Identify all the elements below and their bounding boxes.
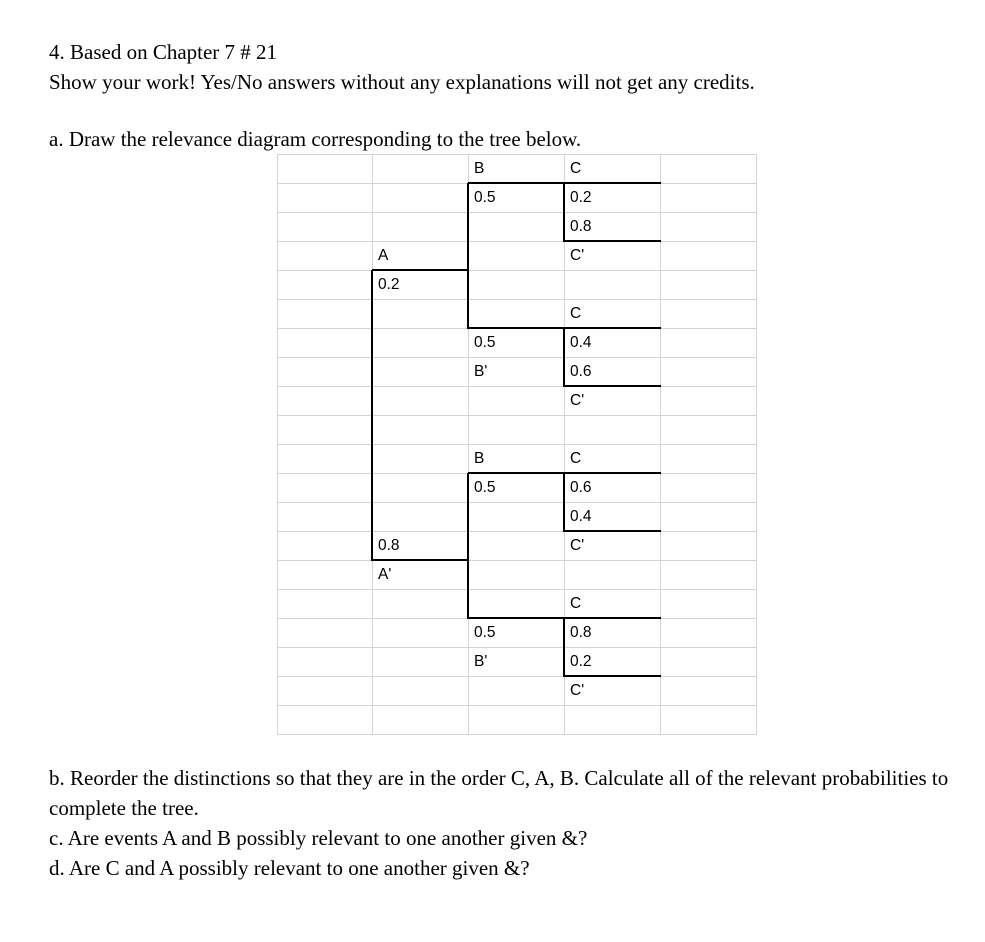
label-c-prime: C' xyxy=(570,392,585,409)
grid-column-line xyxy=(660,154,661,735)
label-b: B xyxy=(474,160,485,177)
problem-title: 4. Based on Chapter 7 # 21 xyxy=(49,40,278,64)
grid-row-line xyxy=(277,241,757,242)
grid-column-line xyxy=(468,154,469,735)
grid-row-line xyxy=(277,502,757,503)
prob-c: 0.4 xyxy=(570,334,592,351)
label-c: C xyxy=(570,595,582,612)
question-b: b. Reorder the distinctions so that they are in the order C, A, B. Calculate all of the relevant probabilities to complete the tree. xyxy=(49,766,949,820)
tree-branch-line xyxy=(468,472,565,474)
grid-row-line xyxy=(277,589,757,590)
prob-a-prime: 0.8 xyxy=(378,537,400,554)
grid-row-line xyxy=(277,734,757,735)
label-c-prime: C' xyxy=(570,247,585,264)
tree-branch-line xyxy=(372,269,469,271)
grid-row-line xyxy=(277,444,757,445)
grid-row-line xyxy=(277,386,757,387)
prob-b-prime: 0.5 xyxy=(474,624,496,641)
tree-branch-line xyxy=(564,385,661,387)
tree-branch-line xyxy=(563,473,565,532)
label-a: A xyxy=(378,247,389,264)
tree-branch-line xyxy=(564,530,661,532)
label-c: C xyxy=(570,305,582,322)
prob-b: 0.5 xyxy=(474,479,496,496)
tree-branch-line xyxy=(467,183,469,329)
grid-column-line xyxy=(372,154,373,735)
grid-row-line xyxy=(277,647,757,648)
tree-branch-line xyxy=(564,472,661,474)
grid-row-line xyxy=(277,415,757,416)
questions-list xyxy=(49,763,949,883)
label-b-prime: B' xyxy=(474,363,488,380)
tree-branch-line xyxy=(563,183,565,242)
problem-heading xyxy=(49,37,949,97)
grid-row-line xyxy=(277,270,757,271)
label-c: C xyxy=(570,160,582,177)
grid-row-line xyxy=(277,328,757,329)
label-c-prime: C' xyxy=(570,682,585,699)
tree-branch-line xyxy=(468,617,565,619)
tree-branch-line xyxy=(564,327,661,329)
label-c: C xyxy=(570,450,582,467)
tree-branch-line xyxy=(563,328,565,387)
grid-row-line xyxy=(277,299,757,300)
tree-branch-line xyxy=(563,618,565,677)
prob-c-prime: 0.4 xyxy=(570,508,592,525)
grid-column-line xyxy=(277,154,278,735)
prob-c-prime: 0.6 xyxy=(570,363,592,380)
tree-branch-line xyxy=(564,617,661,619)
grid-row-line xyxy=(277,676,757,677)
grid-row-line xyxy=(277,531,757,532)
grid-row-line xyxy=(277,154,757,155)
label-a-prime: A' xyxy=(378,566,392,583)
prob-c: 0.2 xyxy=(570,189,592,206)
question-c: c. Are events A and B possibly relevant to one another given &? xyxy=(49,826,588,850)
prob-b: 0.5 xyxy=(474,189,496,206)
grid-row-line xyxy=(277,357,757,358)
part-a-prompt: a. Draw the relevance diagram corresponding to the tree below. xyxy=(49,127,582,151)
prob-a: 0.2 xyxy=(378,276,400,293)
prob-b-prime: 0.5 xyxy=(474,334,496,351)
tree-branch-line xyxy=(372,559,469,561)
problem-instruction: Show your work! Yes/No answers without any explanations will not get any credits. xyxy=(49,70,755,94)
prob-c: 0.8 xyxy=(570,624,592,641)
tree-branch-line xyxy=(468,327,565,329)
question-d: d. Are C and A possibly relevant to one another given &? xyxy=(49,856,530,880)
grid-row-line xyxy=(277,560,757,561)
label-b-prime: B' xyxy=(474,653,488,670)
grid-row-line xyxy=(277,183,757,184)
tree-branch-line xyxy=(371,270,373,561)
grid-column-line xyxy=(756,154,757,735)
prob-c-prime: 0.2 xyxy=(570,653,592,670)
grid-row-line xyxy=(277,618,757,619)
grid-column-line xyxy=(564,154,565,735)
grid-row-line xyxy=(277,473,757,474)
tree-branch-line xyxy=(564,182,661,184)
label-b: B xyxy=(474,450,485,467)
tree-branch-line xyxy=(467,473,469,619)
tree-branch-line xyxy=(564,240,661,242)
grid-row-line xyxy=(277,705,757,706)
grid-row-line xyxy=(277,212,757,213)
prob-c: 0.6 xyxy=(570,479,592,496)
label-c-prime: C' xyxy=(570,537,585,554)
prob-c-prime: 0.8 xyxy=(570,218,592,235)
tree-branch-line xyxy=(468,182,565,184)
tree-branch-line xyxy=(564,675,661,677)
